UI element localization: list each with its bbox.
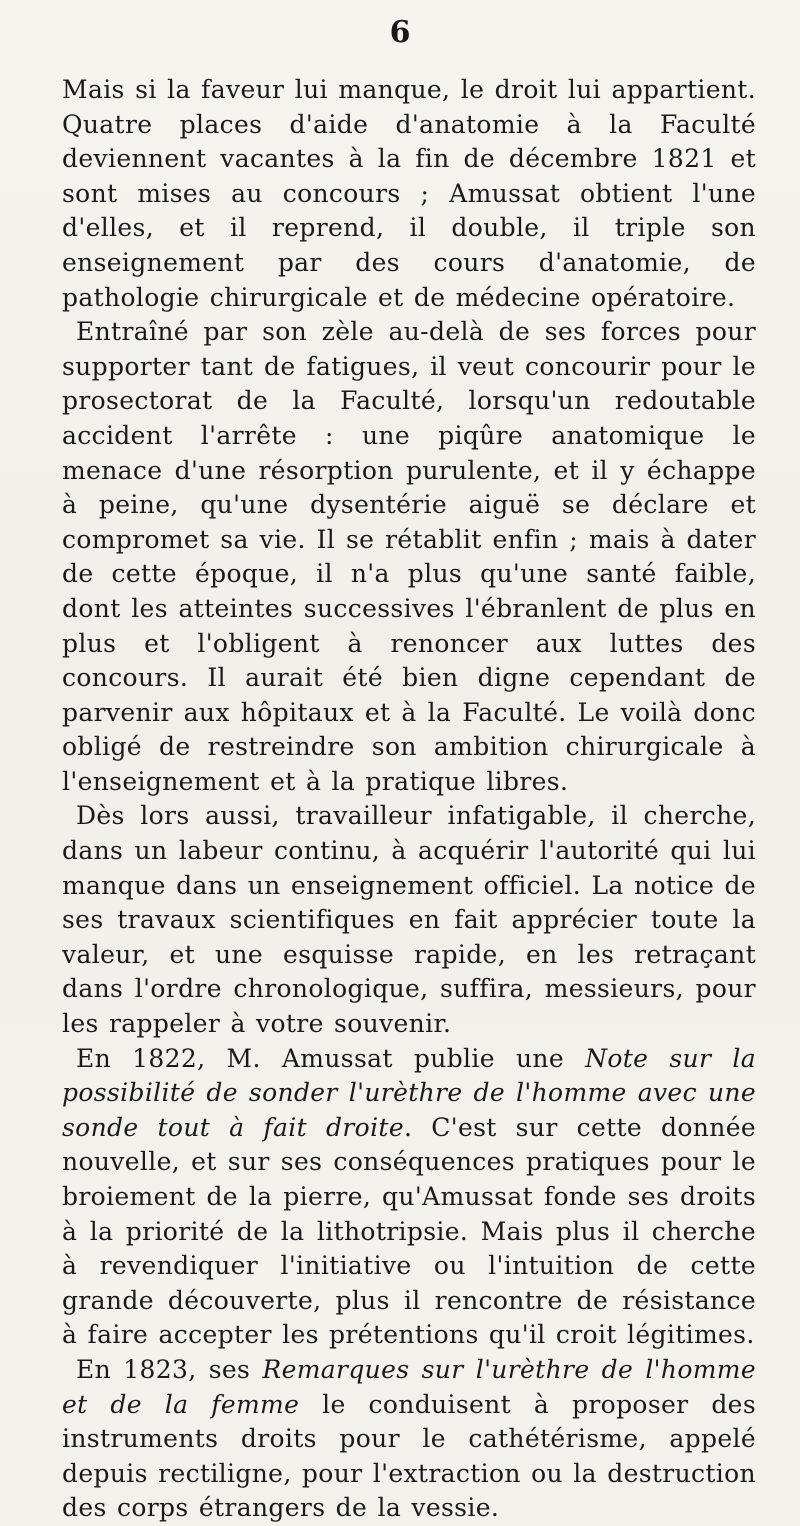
paragraph-text: Entraîné par son zèle au-delà de ses forces pour supporter tant de fatigues, il veut concourir pour le prosectorat de la Faculté, lorsqu'un redoutable accident l'arrête : une piqûre anatomique le menace d'une résorption purulente, et il y échappe à peine, qu'une dysentérie aiguë se déclare et compromet sa vie. Il se rétablit enfin ; mais à dater de cette époque, il n'a plus qu'une santé faible, dont les atteintes successives l'ébranlent de plus en plus et l'obligent à renoncer aux luttes des concours. Il aurait été bien digne cependant de parvenir aux hôpitaux et à la Faculté. Le voilà donc obligé de restreindre son ambition chirurgicale à l'enseignement et à la pratique libres. [62,317,756,796]
paragraph-text: Dès lors aussi, travailleur infatigable, il cherche, dans un labeur continu, à acquérir l'autorité qui lui manque dans un enseignement officiel. La notice de ses travaux scientifiques en fait apprécier toute la valeur, et une esquisse rapide, en les retraçant dans l'ordre chronologique, suffira, messieurs, pour les rappeler à votre souvenir. [62,801,756,1039]
work-title-italic: Note sur la possibilité de sonder l'urèthre de l'homme avec une sonde tout à fait droite [62,1043,757,1142]
paragraph-3 [62,799,756,1041]
paragraph-4 [62,1042,756,1353]
paragraph-1 [62,73,756,315]
paragraph-text: Mais si la faveur lui manque, le droit lui appartient. Quatre places d'aide d'anatomie à la Faculté deviennent vacantes à la fin de décembre 1821 et sont mises au concours ; Amussat obtient l'une d'elles, et il reprend, il double, il triple son enseignement par des cours d'anatomie, de pathologie chirurgicale et de médecine opératoire. [62,75,756,312]
work-title-italic: Remarques sur l'urèthre de l'homme et de la femme [62,1354,756,1419]
page-number: 6 [389,15,411,50]
paragraph-5 [62,1353,756,1526]
body-text [62,73,756,1526]
paragraph-text: le conduisent à proposer des instruments droits pour le cathétérisme, appelé depuis rectiligne, pour l'extraction ou la destruction des corps étrangers de la vessie. [62,1389,756,1523]
paragraph-text: En 1822, M. Amussat publie une [76,1043,586,1073]
paragraph-text: . C'est sur cette donnée nouvelle, et sur ses conséquences pratiques pour le broiement de la pierre, qu'Amussat fonde ses droits à la priorité de la lithotripsie. Mais plus il cherche à revendiquer l'initiative ou l'intuition de cette grande découverte, plus il rencontre de résistance à faire accepter les prétentions qu'il croit légitimes. [62,1112,756,1350]
paragraph-2 [62,315,756,799]
paragraph-text: En 1823, ses [76,1354,263,1384]
